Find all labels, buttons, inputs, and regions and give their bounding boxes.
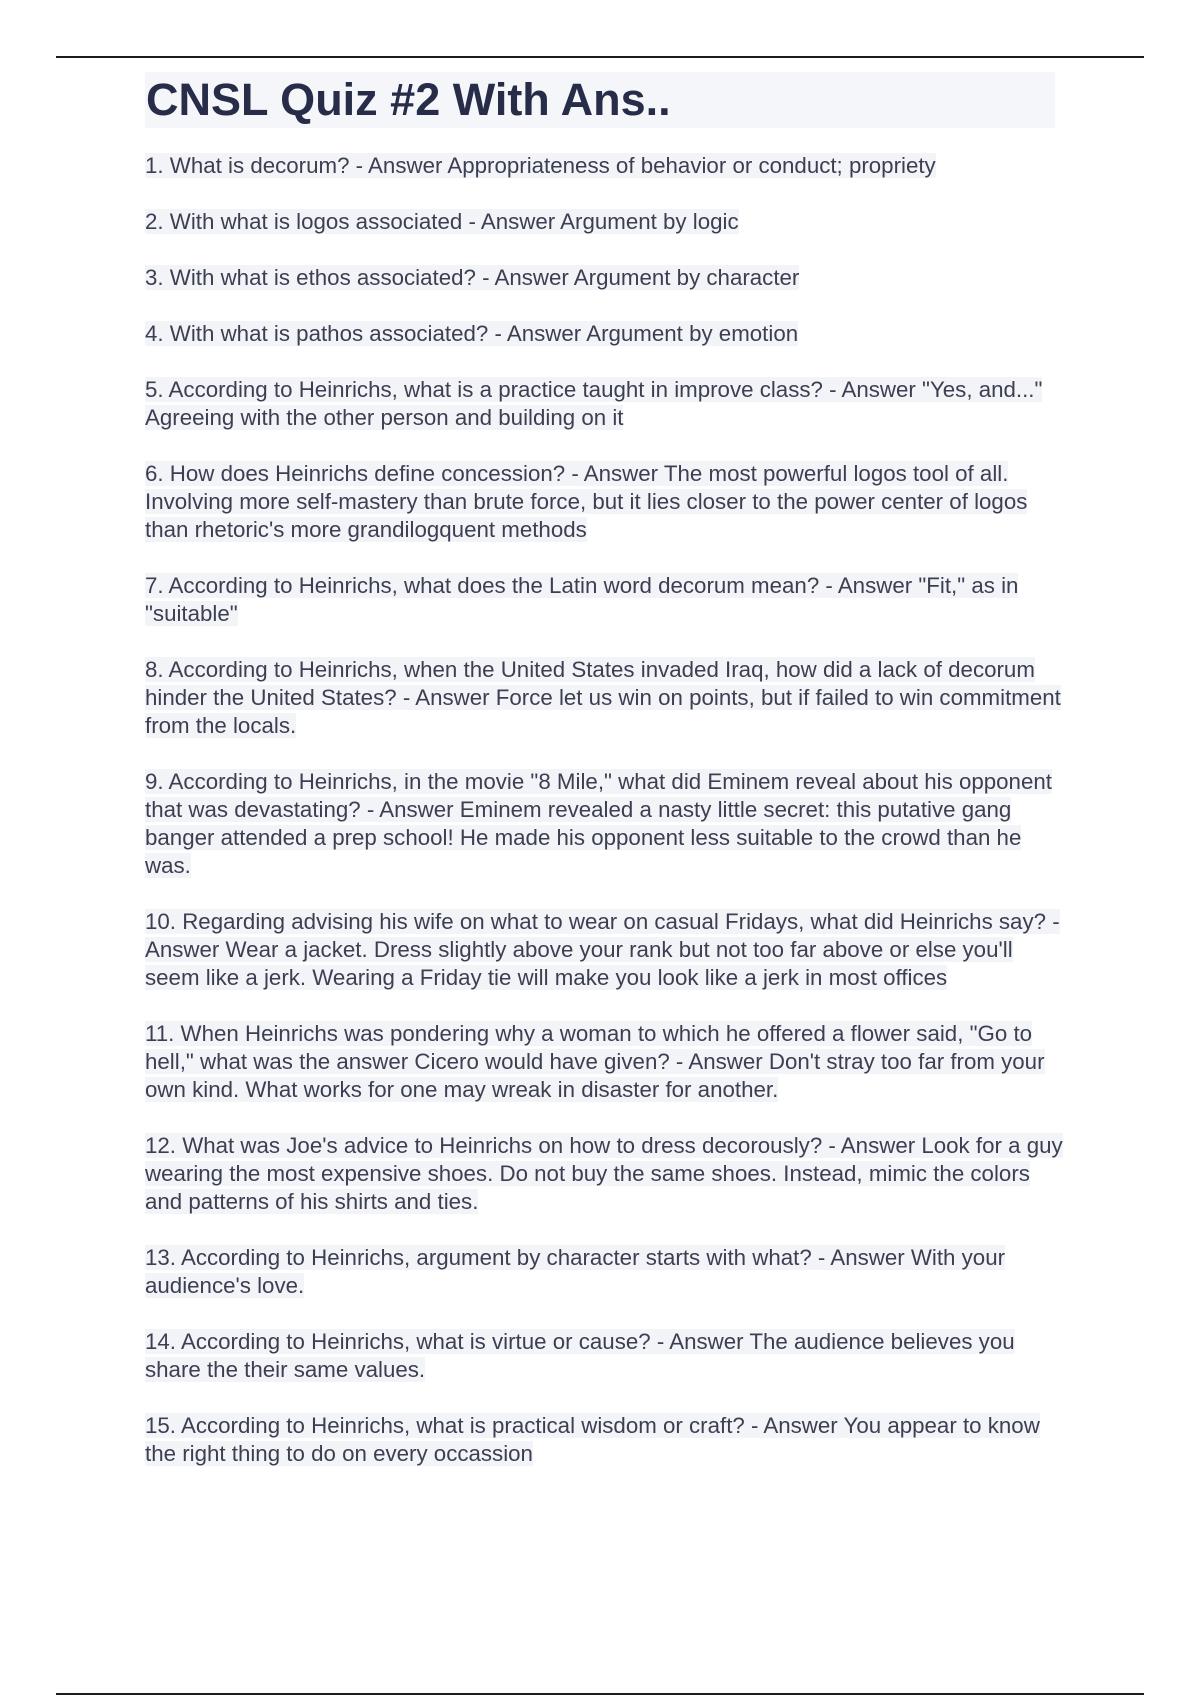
- qa-item: [145, 320, 1065, 348]
- qa-item: [145, 1132, 1065, 1216]
- qa-list: [145, 152, 1065, 1496]
- qa-text: 2. With what is logos associated - Answer Argument by logic: [145, 209, 739, 234]
- bottom-rule: [56, 1693, 1144, 1695]
- qa-item: [145, 572, 1065, 628]
- qa-text: 8. According to Heinrichs, when the United States invaded Iraq, how did a lack of decorum hinder the United States? - Answer Force let us win on points, but if failed to win commitment from the locals.: [145, 657, 1061, 738]
- qa-item: [145, 264, 1065, 292]
- qa-text: 12. What was Joe's advice to Heinrichs on how to dress decorously? - Answer Look for a guy wearing the most expensive shoes. Do not buy the same shoes. Instead, mimic the colors and patterns of his shirts and ties.: [145, 1133, 1063, 1214]
- top-rule: [56, 56, 1144, 58]
- qa-text: 13. According to Heinrichs, argument by character starts with what? - Answer With your audience's love.: [145, 1245, 1006, 1298]
- qa-item: [145, 1412, 1065, 1468]
- qa-text: 1. What is decorum? - Answer Appropriateness of behavior or conduct; propriety: [145, 153, 936, 178]
- qa-item: [145, 1020, 1065, 1104]
- qa-text: 5. According to Heinrichs, what is a practice taught in improve class? - Answer "Yes, and..." Agreeing with the other person and building on it: [145, 377, 1043, 430]
- qa-item: [145, 1244, 1065, 1300]
- qa-text: 3. With what is ethos associated? - Answer Argument by character: [145, 265, 800, 290]
- qa-item: [145, 208, 1065, 236]
- qa-item: [145, 152, 1065, 180]
- qa-text: 10. Regarding advising his wife on what to wear on casual Fridays, what did Heinrichs say? - Answer Wear a jacket. Dress slightly above your rank but not too far above or else you'll seem like a jerk. Wearing a Friday tie will make you look like a jerk in most offices: [145, 909, 1060, 990]
- qa-text: 9. According to Heinrichs, in the movie "8 Mile," what did Eminem reveal about his opponent that was devastating? - Answer Eminem revealed a nasty little secret: this putative gang banger attended a prep school! He made his opponent less suitable to the crowd than he was.: [145, 769, 1052, 878]
- page-title: CNSL Quiz #2 With Ans..: [146, 74, 671, 125]
- qa-item: [145, 376, 1065, 432]
- qa-item: [145, 656, 1065, 740]
- qa-text: 7. According to Heinrichs, what does the Latin word decorum mean? - Answer "Fit," as in "suitable": [145, 573, 1019, 626]
- qa-item: [145, 908, 1065, 992]
- qa-text: 6. How does Heinrichs define concession? - Answer The most powerful logos tool of all. Involving more self-mastery than brute force, but it lies closer to the power center of logos than rhetoric's more grandilogquent methods: [145, 461, 1028, 542]
- qa-item: [145, 768, 1065, 880]
- qa-text: 11. When Heinrichs was pondering why a woman to which he offered a flower said, "Go to hell," what was the answer Cicero would have given? - Answer Don't stray too far from your own kind. What works for one may wreak in disaster for another.: [145, 1021, 1045, 1102]
- qa-item: [145, 1328, 1065, 1384]
- qa-text: 4. With what is pathos associated? - Answer Argument by emotion: [145, 321, 799, 346]
- qa-item: [145, 460, 1065, 544]
- qa-text: 14. According to Heinrichs, what is virtue or cause? - Answer The audience believes you share the their same values.: [145, 1329, 1015, 1382]
- qa-text: 15. According to Heinrichs, what is practical wisdom or craft? - Answer You appear to know the right thing to do on every occassion: [145, 1413, 1040, 1466]
